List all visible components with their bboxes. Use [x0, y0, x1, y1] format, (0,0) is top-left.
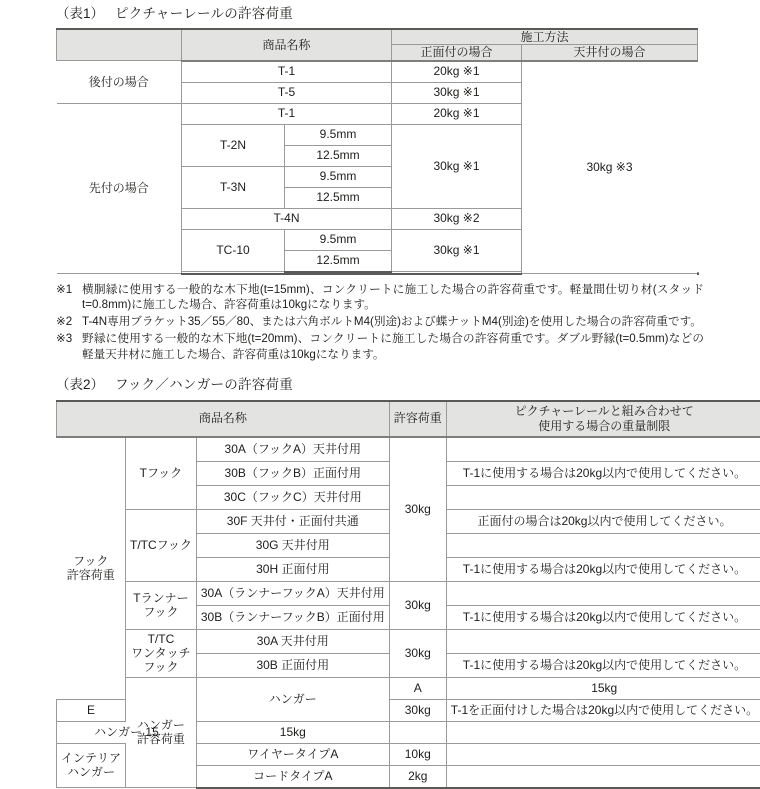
table2-load-value: 10kg: [389, 743, 446, 765]
table2-load-value: 30kg: [389, 437, 446, 582]
table2-caption-text: フック／ハンガーの許容荷重: [115, 377, 293, 392]
table2-group-name-line3: フック: [130, 660, 192, 674]
table2-limit-text: [389, 721, 446, 743]
table1-header-row-1: [57, 29, 699, 45]
table2-limit-text: [446, 437, 760, 462]
footnote-mark: ※2: [56, 314, 82, 330]
table1-product: T-2N: [182, 124, 285, 166]
table1-front-value: 30kg ※2: [392, 208, 522, 229]
table2-load-value: 15kg: [446, 677, 760, 699]
table2-limit-text: [446, 533, 760, 557]
table2-group-name: [126, 581, 197, 629]
table1-product: T-5: [182, 82, 392, 103]
table2-group-name-line1: インテリア: [61, 751, 121, 765]
table2-section-hook-line1: フック: [61, 554, 122, 568]
table1-header-ceiling-mount: 天井付の場合: [522, 45, 698, 61]
footnote-mark: ※1: [56, 282, 82, 298]
table2-item-name: 30B（ランナーフックB）正面付用: [196, 605, 389, 629]
table1-picture-rail-load: [56, 28, 699, 274]
footnote: [56, 314, 704, 330]
table2-load-value: 30kg: [389, 581, 446, 629]
footnote: [56, 331, 704, 363]
table2-group-name: [57, 743, 126, 788]
table1-header-product-name: 商品名称: [182, 29, 392, 60]
table2-item-name: 30C（フックC）天井付用: [196, 485, 389, 509]
table1-header-blank: [57, 29, 182, 60]
table2-group-name: [126, 629, 197, 677]
table2-item-name: 30B（フックB）正面付用: [196, 461, 389, 485]
table1-thickness: 12.5mm: [285, 250, 392, 272]
table2-item-name: 30F 天井付・正面付共通: [196, 509, 389, 533]
table1-front-value: 30kg ※1: [392, 229, 522, 272]
table1-product: T-4N: [182, 208, 392, 229]
table2-header-load: 許容荷重: [389, 401, 446, 437]
table2-caption: [56, 377, 760, 393]
table1-product: T-1: [182, 103, 392, 124]
table1-product: TC-10: [182, 229, 285, 272]
table1-header-method: 施工方法: [392, 29, 698, 45]
table2-item-name: 30G 天井付用: [196, 533, 389, 557]
footnote-text: 野縁に使用する一般的な木下地(t=20mm)、コンクリートに施工した場合の許容荷重です。ダブル野縁(t=0.5mm)などの軽量天井材に施工した場合、許容荷重は10kgになります。: [82, 331, 704, 363]
table1-ceiling-value: 30kg ※3: [522, 61, 698, 274]
table1-product: T-1: [182, 61, 392, 83]
footnote-text: 横胴縁に使用する一般的な木下地(t=15mm)、コンクリートに施工した場合の許容荷重です。軽量間仕切り材(スタッドt=0.8mm)に施工した場合、許容荷重は10kgになります。: [82, 282, 704, 314]
table2-item-name: 30B 正面付用: [196, 653, 389, 677]
table1-front-value: 20kg ※1: [392, 103, 522, 124]
table2-group-name-line1: Tランナー: [130, 591, 192, 605]
table2-header-row: [57, 401, 760, 437]
table2-limit-text: [446, 629, 760, 653]
table2-caption-number: （表2）: [56, 377, 104, 392]
table2-row: [57, 581, 760, 605]
table1-front-value: 30kg ※1: [392, 124, 522, 208]
table2-limit-text: T-1に使用する場合は20kg以内で使用してください。: [446, 557, 760, 581]
table2-item-name: コードタイプA: [196, 765, 389, 788]
table1-thickness: 12.5mm: [285, 145, 392, 166]
table1-thickness: 12.5mm: [285, 187, 392, 208]
footnote-mark: ※3: [56, 331, 82, 347]
table2-item-name: 30A（フックA）天井付用: [196, 437, 389, 462]
table2-limit-text: [446, 581, 760, 605]
table1-thickness: 9.5mm: [285, 124, 392, 145]
table2-section-hook-line2: 許容荷重: [61, 568, 122, 582]
table2-item-name: A: [389, 677, 446, 699]
table2-section-hook: [57, 437, 126, 700]
table1-group-pre: 先付の場合: [57, 103, 182, 274]
table2-group-name-line2: ワンタッチ: [130, 646, 192, 660]
table2-hook-hanger-load: [56, 400, 760, 789]
table2-limit-text: T-1を正面付けした場合は20kg以内で使用してください。: [446, 699, 760, 721]
table2-row: [57, 677, 760, 699]
table2-item-name: 30A（ランナーフックA）天井付用: [196, 581, 389, 605]
table2-limit-text: [446, 765, 760, 788]
table2-header-limit-line2: 使用する場合の重量制限: [451, 419, 758, 433]
table1-front-value: 20kg ※1: [392, 61, 522, 83]
table2-group-name: ハンガー: [196, 677, 389, 721]
table2-item-name: 30A 天井付用: [196, 629, 389, 653]
table1-thickness: 9.5mm: [285, 229, 392, 250]
table2-limit-text: T-1に使用する場合は20kg以内で使用してください。: [446, 653, 760, 677]
table1-product: T-3N: [182, 166, 285, 208]
table2-group-name-line2: ハンガー: [61, 765, 121, 779]
table1-group-after: 後付の場合: [57, 61, 182, 104]
table1-caption: [56, 6, 760, 22]
table2-load-value: 2kg: [389, 765, 446, 788]
table2-limit-text: [446, 485, 760, 509]
table2-row: [57, 629, 760, 653]
table2-header-product-name: 商品名称: [57, 401, 390, 437]
table1-thickness: 9.5mm: [285, 166, 392, 187]
table1-front-value: 30kg ※1: [392, 82, 522, 103]
table2-limit-text: T-1に使用する場合は20kg以内で使用してください。: [446, 605, 760, 629]
table2-group-name-line2: フック: [130, 605, 192, 619]
table2-header-limit-line1: ピクチャーレールと組み合わせて: [451, 404, 758, 418]
table1-caption-number: （表1）: [56, 6, 104, 21]
table2-limit-text: 正面付の場合は20kg以内で使用してください。: [446, 509, 760, 533]
table2-limit-text: T-1に使用する場合は20kg以内で使用してください。: [446, 461, 760, 485]
table2-section-hanger-line1: ハンガー: [130, 718, 192, 732]
table2-group-name: T/TCフック: [126, 509, 197, 581]
footnote-text: T-4N専用ブラケット35／55／80、または六角ボルトM4(別途)および蝶ナットM4(別途)を使用した場合の許容荷重です。: [82, 314, 704, 330]
table1-caption-text: ピクチャーレールの許容荷重: [115, 6, 293, 21]
table2-group-name: ハンガー 15: [57, 721, 197, 743]
table1-row: [57, 61, 699, 83]
table2-group-name: Tフック: [126, 437, 197, 510]
table1-header-front-mount: 正面付の場合: [392, 45, 522, 61]
table2-limit-text: [446, 743, 760, 765]
table2-load-value: 15kg: [196, 721, 389, 743]
table2-group-name-line1: T/TC: [130, 632, 192, 646]
table2-load-value: 30kg: [389, 629, 446, 677]
table2-header-limit: [446, 401, 760, 437]
table2-item-name: 30H 正面付用: [196, 557, 389, 581]
table2-row: [57, 437, 760, 462]
table2-item-name: ワイヤータイプA: [196, 743, 389, 765]
table2-item-name: E: [57, 699, 126, 721]
footnote: [56, 282, 704, 314]
table2-section-hanger-line2: 許容荷重: [130, 732, 192, 746]
table1-footnotes: [56, 282, 704, 363]
table2-load-value: 30kg: [389, 699, 446, 721]
